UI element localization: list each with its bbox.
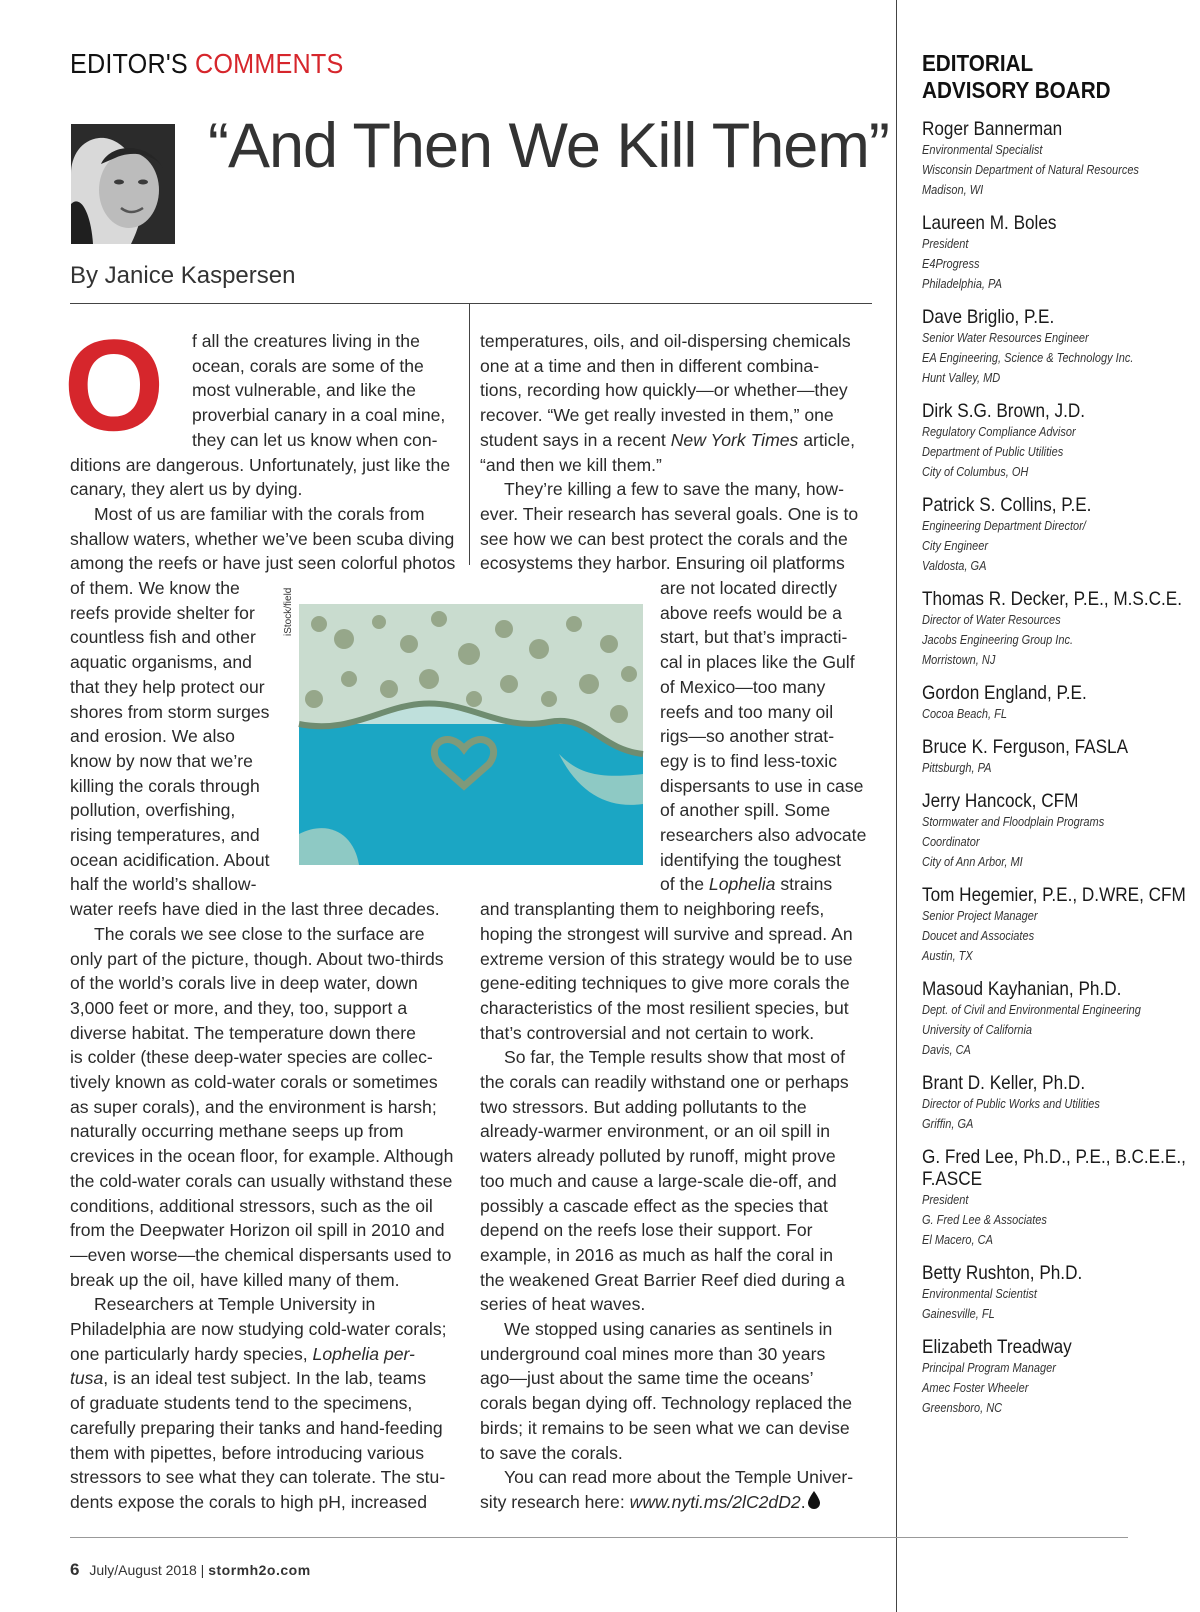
text-run: article, xyxy=(798,429,856,450)
text-line: reefs and too many oil xyxy=(660,701,834,722)
member-name: Masoud Kayhanian, Ph.D. xyxy=(922,978,1122,1000)
text-run: one particularly hardy species, xyxy=(70,1343,313,1364)
svg-text:O: O xyxy=(63,312,165,458)
member-detail: E4Progress xyxy=(922,257,980,271)
text-line: canary, they alert us by dying. xyxy=(70,479,303,500)
text-line: that they help protect our xyxy=(70,676,265,697)
advisory-board xyxy=(922,50,1192,1430)
member-name: Laureen M. Boles xyxy=(922,212,1057,234)
text-line: We stopped using canaries as sentinels in xyxy=(504,1319,833,1340)
member-detail: Regulatory Compliance Advisor xyxy=(922,425,1076,439)
text-line: recover. “We get really invested in them,” one xyxy=(480,405,834,426)
text-run: strains xyxy=(775,874,833,895)
member-detail: Senior Water Resources Engineer xyxy=(922,331,1089,345)
text-line: start, but that’s impracti- xyxy=(660,627,848,648)
portrait-illustration xyxy=(71,124,175,244)
text-line: the weakened Great Barrier Reef died during a xyxy=(480,1269,845,1290)
section-accent: COMMENTS xyxy=(195,48,344,79)
member-name: Thomas R. Decker, P.E., M.S.C.E. xyxy=(922,588,1183,610)
text-line: most vulnerable, and like the xyxy=(192,380,416,401)
text-line: shallow waters, whether we’ve been scuba diving xyxy=(70,528,455,549)
text-line: naturally occurring methane seeps up from xyxy=(70,1121,404,1142)
text-line: above reefs would be a xyxy=(660,602,842,623)
member-detail: City Engineer xyxy=(922,539,989,553)
article-title: “And Then We Kill Them” xyxy=(208,111,889,181)
text-line: You can read more about the Temple Univer- xyxy=(504,1467,854,1488)
member-detail: Stormwater and Floodplain Programs xyxy=(922,815,1105,829)
text-line xyxy=(70,1342,466,1367)
text-line: water reefs have died in the last three decades. xyxy=(70,899,440,920)
text-run: , is an ideal test subject. In the lab, teams xyxy=(103,1368,426,1389)
board-member xyxy=(922,306,1192,388)
text-line: Most of us are familiar with the corals from xyxy=(94,503,425,524)
text-line: ditions are dangerous. Unfortunately, just like the xyxy=(70,454,451,475)
text-line: characteristics of the most resilient species, but xyxy=(480,997,849,1018)
col1-after-intro xyxy=(70,453,466,601)
text-line: hoping the strongest will survive and spread. An xyxy=(480,923,853,944)
text-line: killing the corals through xyxy=(70,775,260,796)
text-line: and erosion. We also xyxy=(70,726,235,747)
board-member xyxy=(922,494,1192,576)
board-member-list xyxy=(922,118,1192,1418)
text-line: of another spill. Some xyxy=(660,800,831,821)
text-line xyxy=(480,1490,875,1516)
board-member xyxy=(922,978,1192,1060)
member-detail: Senior Project Manager xyxy=(922,909,1038,923)
text-line: of Mexico—too many xyxy=(660,676,826,697)
text-line: The corals we see close to the surface are xyxy=(94,923,425,944)
text-line: that’s controversial and not certain to work. xyxy=(480,1022,815,1043)
issue-date: July/August 2018 xyxy=(89,1562,197,1578)
text-line: f all the creatures living in the xyxy=(192,331,420,351)
text-line: diverse habitat. The temperature down there xyxy=(70,1022,416,1043)
text-line: egy is to find less-toxic xyxy=(660,750,837,771)
text-line: cal in places like the Gulf xyxy=(660,652,855,673)
member-name: Patrick S. Collins, P.E. xyxy=(922,494,1092,516)
board-title xyxy=(922,50,1192,104)
section-prefix: EDITOR'S xyxy=(70,48,188,79)
member-detail: Engineering Department Director/ xyxy=(922,519,1086,533)
text-run: student says in a recent xyxy=(480,429,671,450)
col2-rest xyxy=(480,897,875,1516)
col1-rest xyxy=(70,897,466,1515)
member-name: Roger Bannerman xyxy=(922,118,1063,140)
member-detail: Principal Program Manager xyxy=(922,1361,1056,1375)
text-line: —even worse—the chemical dispersants used to xyxy=(70,1244,452,1265)
member-name: Gordon England, P.E. xyxy=(922,682,1087,704)
text-line: of them. We know the xyxy=(70,578,240,599)
text-line: extreme version of this strategy would be to use xyxy=(480,948,853,969)
member-detail: Madison, WI xyxy=(922,183,984,197)
text-line: conditions, additional stressors, such as the oil xyxy=(70,1195,433,1216)
member-detail: Environmental Scientist xyxy=(922,1287,1037,1301)
text-line: “and then we kill them.” xyxy=(480,454,662,475)
member-detail: City of Columbus, OH xyxy=(922,465,1029,479)
text-line: are not located directly xyxy=(660,578,838,598)
board-member xyxy=(922,736,1192,778)
member-detail: Dept. of Civil and Environmental Engineering xyxy=(922,1003,1141,1017)
member-detail: EA Engineering, Science & Technology Inc. xyxy=(922,351,1134,365)
col2-top xyxy=(480,329,875,576)
text-line: identifying the toughest xyxy=(660,849,841,870)
text-run: of the xyxy=(660,874,709,895)
text-line: Researchers at Temple University in xyxy=(94,1294,376,1315)
text-line: see how we can best protect the corals and the xyxy=(480,528,848,549)
text-line: tively known as cold-water corals or sometimes xyxy=(70,1072,438,1093)
member-detail: Director of Water Resources xyxy=(922,613,1061,627)
member-detail: Jacobs Engineering Group Inc. xyxy=(922,633,1074,647)
member-detail: Hunt Valley, MD xyxy=(922,371,1001,385)
text-line: only part of the picture, though. About two-thirds xyxy=(70,948,444,969)
text-line: they can let us know when con- xyxy=(192,429,438,450)
member-name: G. Fred Lee, Ph.D., P.E., B.C.E.E., F.ASCE xyxy=(922,1146,1186,1190)
member-name: Dirk S.G. Brown, J.D. xyxy=(922,400,1086,422)
col2-wrap xyxy=(660,576,880,897)
text-line: as super corals), and the environment is harsh; xyxy=(70,1096,437,1117)
member-detail: President xyxy=(922,1193,969,1207)
text-line xyxy=(480,428,875,453)
text-line: shores from storm surges xyxy=(70,701,270,722)
text-line: ocean, corals are some of the xyxy=(192,355,424,376)
member-detail: Environmental Specialist xyxy=(922,143,1043,157)
drop-cap-glyph xyxy=(63,312,165,458)
text-line: ever. Their research has several goals. One is to xyxy=(480,503,859,524)
board-member xyxy=(922,400,1192,482)
text-line: proverbial canary in a coal mine, xyxy=(192,405,446,426)
text-line: ago—just about the same time the oceans’ xyxy=(480,1368,814,1389)
author-portrait xyxy=(71,124,175,244)
member-detail: Griffin, GA xyxy=(922,1117,974,1131)
footer-separator: | xyxy=(200,1562,205,1578)
text-line: already-warmer environment, or an oil spill in xyxy=(480,1121,831,1142)
text-line: of the world’s corals live in deep water, down xyxy=(70,973,418,994)
text-line: birds; it remains to be seen what we can devise xyxy=(480,1417,850,1438)
text-line: rigs—so another strat- xyxy=(660,726,835,747)
text-line: waters already polluted by runoff, might prove xyxy=(480,1146,836,1167)
text-line: of graduate students tend to the specimens, xyxy=(70,1393,413,1414)
reef-aerial-illustration xyxy=(299,604,643,865)
text-line: possibly a cascade effect as the species that xyxy=(480,1195,828,1216)
text-run: sity research here: xyxy=(480,1491,630,1512)
water-drop-icon xyxy=(808,1491,820,1516)
board-member xyxy=(922,682,1192,724)
col1-intro xyxy=(192,329,462,453)
text-line: ecosystems they harbor. Ensuring oil platforms xyxy=(480,553,845,574)
text-line: depend on the reefs lose their support. For xyxy=(480,1220,813,1241)
board-member xyxy=(922,884,1192,966)
text-line: Philadelphia are now studying cold-water corals; xyxy=(70,1319,447,1340)
byline: By Janice Kaspersen xyxy=(70,262,296,289)
col1-wrap xyxy=(70,601,280,897)
member-detail: Greensboro, NC xyxy=(922,1401,1003,1415)
text-run: . xyxy=(800,1491,806,1512)
member-detail: Morristown, NJ xyxy=(922,653,996,667)
text-line: the cold-water corals can usually withstand these xyxy=(70,1170,453,1191)
text-line: corals began dying off. Technology replaced the xyxy=(480,1393,853,1414)
publication-name: New York Times xyxy=(670,429,799,450)
text-line: researchers also advocate xyxy=(660,825,867,846)
text-line: countless fish and other xyxy=(70,627,256,648)
member-detail: El Macero, CA xyxy=(922,1233,993,1247)
text-line: know by now that we’re xyxy=(70,750,253,771)
text-line: carefully preparing their tanks and hand-feeding xyxy=(70,1417,443,1438)
board-member xyxy=(922,1072,1192,1134)
species-name: Lophelia xyxy=(708,874,776,895)
text-line: ocean acidification. About xyxy=(70,849,270,870)
species-name: Lophelia per- xyxy=(312,1343,415,1364)
board-member xyxy=(922,588,1192,670)
text-line: crevices in the ocean floor, for example. Although xyxy=(70,1146,454,1167)
text-line: underground coal mines more than 30 years xyxy=(480,1343,826,1364)
member-detail: Gainesville, FL xyxy=(922,1307,995,1321)
title-rule xyxy=(70,303,872,304)
text-line: example, in 2016 as much as half the coral in xyxy=(480,1244,834,1265)
section-label xyxy=(70,48,343,80)
member-detail: Valdosta, GA xyxy=(922,559,987,573)
text-line: among the reefs or have just seen colorful photos xyxy=(70,553,456,574)
member-name: Elizabeth Treadway xyxy=(922,1336,1072,1358)
text-line: from the Deepwater Horizon oil spill in 2010 and xyxy=(70,1220,445,1241)
text-line xyxy=(660,872,880,897)
footer-rule xyxy=(70,1537,1128,1538)
member-detail: Department of Public Utilities xyxy=(922,445,1064,459)
member-detail: City of Ann Arbor, MI xyxy=(922,855,1023,869)
board-member xyxy=(922,790,1192,872)
member-name: Brant D. Keller, Ph.D. xyxy=(922,1072,1086,1094)
member-detail: Philadelphia, PA xyxy=(922,277,1002,291)
text-line: them with pipettes, before introducing various xyxy=(70,1442,425,1463)
text-line: tions, recording how quickly—or whether—they xyxy=(480,380,848,401)
drop-cap xyxy=(63,312,165,458)
text-line: too much and cause a large-scale die-off, and xyxy=(480,1170,837,1191)
site-url[interactable]: stormh2o.com xyxy=(208,1562,311,1578)
member-detail: Coordinator xyxy=(922,835,980,849)
board-member xyxy=(922,1336,1192,1418)
member-name: Dave Briglio, P.E. xyxy=(922,306,1055,328)
member-name: Betty Rushton, Ph.D. xyxy=(922,1262,1083,1284)
member-detail: Davis, CA xyxy=(922,1043,971,1057)
member-detail: Amec Foster Wheeler xyxy=(922,1381,1029,1395)
member-detail: Wisconsin Department of Natural Resources xyxy=(922,163,1139,177)
text-line: temperatures, oils, and oil-dispersing chemicals xyxy=(480,331,851,351)
member-detail: Austin, TX xyxy=(922,949,973,963)
reef-photo xyxy=(299,604,643,865)
member-name: Jerry Hancock, CFM xyxy=(922,790,1079,812)
text-line: one at a time and then in different combina- xyxy=(480,355,820,376)
text-line xyxy=(70,1366,466,1391)
member-detail: Pittsburgh, PA xyxy=(922,761,992,775)
board-member xyxy=(922,118,1192,200)
text-line: pollution, overfishing, xyxy=(70,800,236,821)
text-line: They’re killing a few to save the many, how- xyxy=(504,479,844,500)
photo-credit: iStock/field xyxy=(283,587,294,636)
member-detail: President xyxy=(922,237,969,251)
member-detail: Cocoa Beach, FL xyxy=(922,707,1008,721)
text-line: aquatic organisms, and xyxy=(70,652,252,673)
member-name: Tom Hegemier, P.E., D.WRE, CFM xyxy=(922,884,1186,906)
member-detail: Director of Public Works and Utilities xyxy=(922,1097,1100,1111)
text-line: series of heat waves. xyxy=(480,1294,646,1315)
board-member xyxy=(922,212,1192,294)
member-name: Bruce K. Ferguson, FASLA xyxy=(922,736,1129,758)
text-line: is colder (these deep-water species are collec- xyxy=(70,1047,433,1068)
board-title-line: ADVISORY BOARD xyxy=(922,77,1111,103)
column-divider xyxy=(469,303,470,565)
article-link[interactable]: www.nyti.ms/2lC2dD2 xyxy=(629,1491,801,1512)
member-detail: G. Fred Lee & Associates xyxy=(922,1213,1047,1227)
text-line: dents expose the corals to high pH, increased xyxy=(70,1491,427,1512)
page-footer xyxy=(70,1560,311,1580)
text-line: dispersants to use in case xyxy=(660,775,864,796)
text-line: gene-editing techniques to give more corals the xyxy=(480,973,850,994)
species-name-cont: tusa xyxy=(70,1368,104,1389)
member-detail: Doucet and Associates xyxy=(922,929,1035,943)
text-line: break up the oil, have killed many of them. xyxy=(70,1269,400,1290)
text-line: reefs provide shelter for xyxy=(70,602,255,623)
board-title-line: EDITORIAL xyxy=(922,50,1034,76)
text-line: 3,000 feet or more, and they, too, support a xyxy=(70,997,408,1018)
text-line: rising temperatures, and xyxy=(70,825,260,846)
sidebar-rule xyxy=(896,0,897,1612)
text-line: and transplanting them to neighboring reefs, xyxy=(480,899,825,920)
board-member xyxy=(922,1146,1192,1250)
text-line: two stressors. But adding pollutants to the xyxy=(480,1096,807,1117)
text-line: half the world’s shallow- xyxy=(70,874,257,895)
text-line: So far, the Temple results show that most of xyxy=(504,1047,845,1068)
board-member xyxy=(922,1262,1192,1324)
member-detail: University of California xyxy=(922,1023,1033,1037)
text-line: stressors to see what they can tolerate. The stu- xyxy=(70,1467,446,1488)
text-line: the corals can readily withstand one or perhaps xyxy=(480,1072,849,1093)
page-number: 6 xyxy=(70,1560,80,1579)
text-line: to save the corals. xyxy=(480,1442,623,1463)
